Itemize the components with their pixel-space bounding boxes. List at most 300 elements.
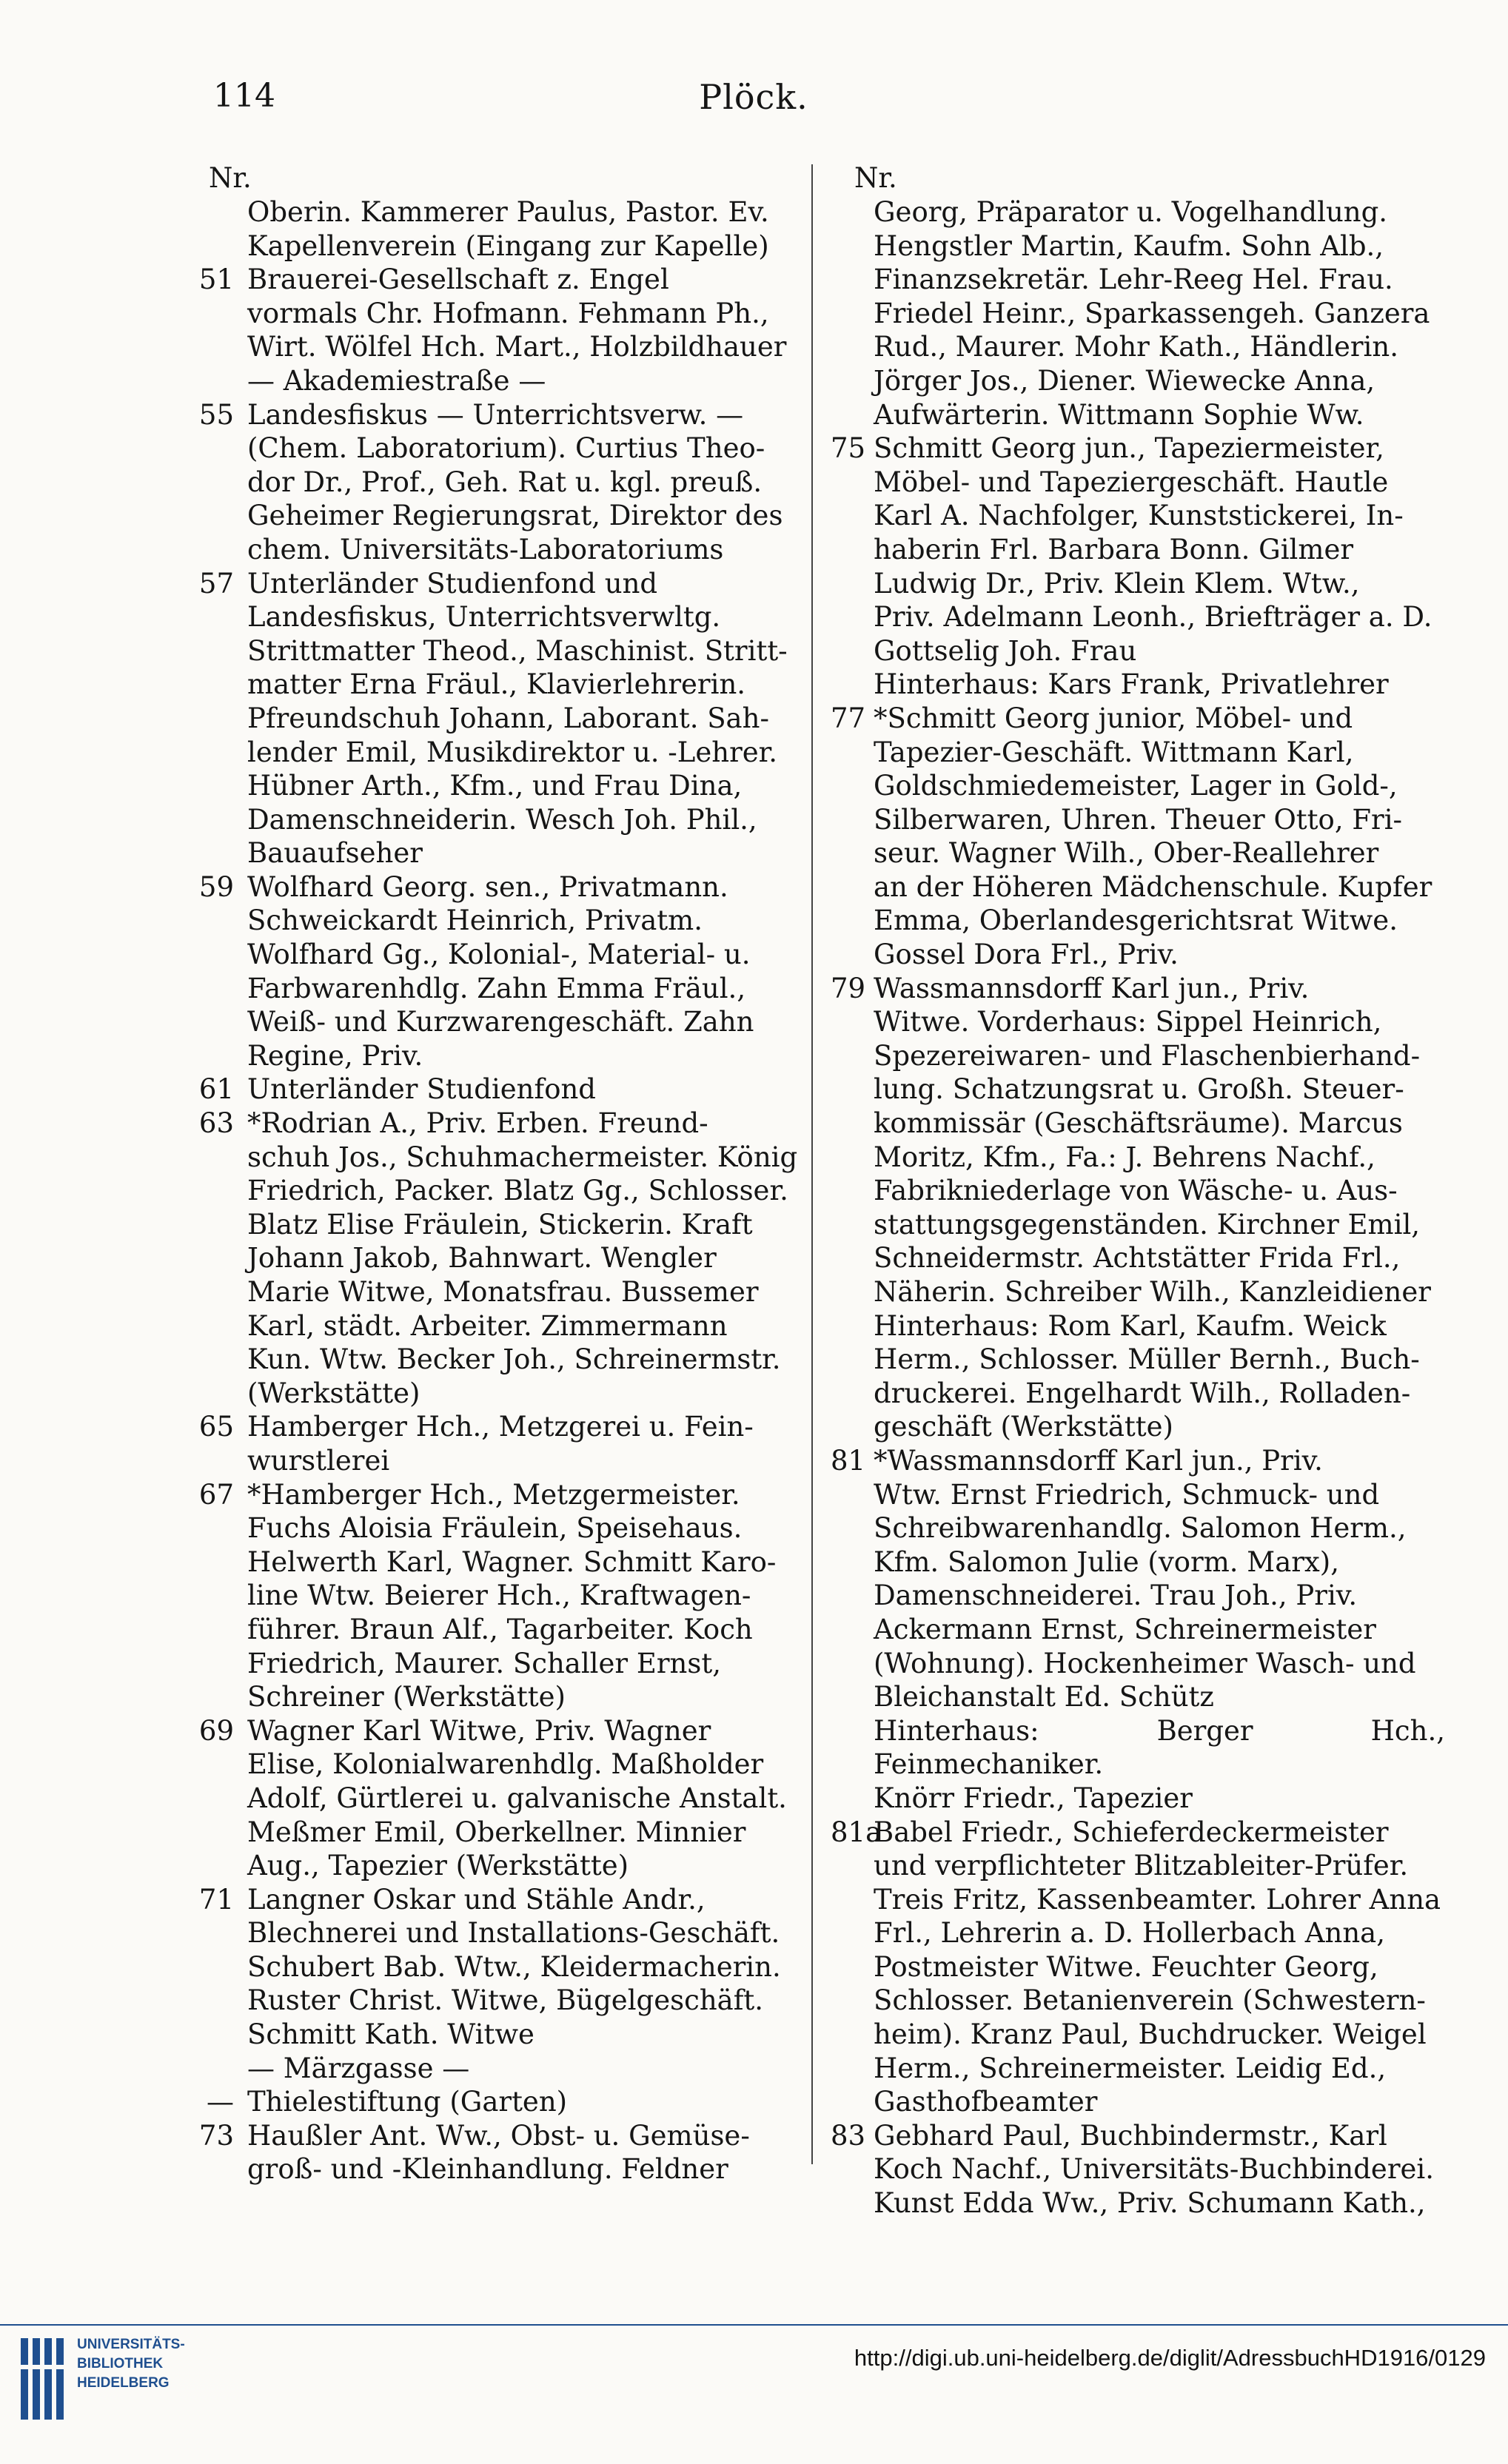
address-entry-line <box>831 297 1445 331</box>
house-number <box>831 2152 874 2186</box>
address-entry-line <box>831 2119 1445 2153</box>
address-entry-line <box>831 1343 1445 1377</box>
entry-text: Schmitt Georg jun., Tapeziermeister, <box>874 432 1384 465</box>
address-entry-line <box>831 769 1445 803</box>
right-column <box>831 161 1445 2220</box>
entry-text: Kunst Edda Ww., Priv. Schumann Kath., <box>874 2187 1426 2220</box>
house-number: — <box>207 2086 234 2118</box>
address-entry-line <box>831 1916 1445 1950</box>
house-number <box>831 904 874 938</box>
house-number <box>185 466 247 500</box>
left-entries <box>185 195 805 2186</box>
entry-text: (Wohnung). Hockenheimer Wasch- und <box>874 1647 1416 1679</box>
house-number <box>185 702 247 736</box>
address-entry-line <box>185 263 805 297</box>
entry-text: schuh Jos., Schuhmachermeister. König <box>247 1141 798 1173</box>
entry-text: Fabrikniederlage von Wäsche- u. Aus- <box>874 1175 1398 1207</box>
house-number <box>185 1816 247 1850</box>
house-number <box>185 1309 247 1343</box>
left-column <box>185 161 805 2186</box>
logo-line: UNIVERSITÄTS- <box>77 2337 185 2352</box>
entry-text: lung. Schatzungsrat u. Großh. Steuer- <box>874 1073 1404 1106</box>
house-number <box>831 263 874 297</box>
address-entry-line <box>185 1208 805 1242</box>
house-number <box>831 668 874 702</box>
house-number <box>831 1849 874 1883</box>
address-entry-line <box>185 870 805 904</box>
address-entry-line <box>185 938 805 972</box>
entry-text: Wolfhard Georg. sen., Privatmann. <box>247 870 728 903</box>
entry-text: vormals Chr. Hofmann. Fehmann Ph., <box>247 297 769 329</box>
address-entry-line <box>185 1984 805 2018</box>
address-entry-line <box>831 972 1445 1006</box>
entry-text: Ruster Christ. Witwe, Bügelgeschäft. <box>247 1984 764 2017</box>
entry-text: kommissär (Geschäftsräume). Marcus <box>874 1107 1403 1140</box>
house-number: 63 <box>198 1107 234 1140</box>
address-entry-line <box>831 567 1445 601</box>
address-entry-line <box>831 1883 1445 1917</box>
address-entry-line <box>831 330 1445 364</box>
address-entry-line <box>185 499 805 533</box>
address-entry-line <box>831 1849 1445 1883</box>
entry-text: führer. Braun Alf., Tagarbeiter. Koch <box>247 1613 753 1645</box>
house-number <box>185 836 247 870</box>
house-number: 83 <box>831 2119 866 2152</box>
entry-text: Schreiner (Werkstätte) <box>247 1681 566 1713</box>
address-entry-line <box>185 1950 805 1984</box>
house-number <box>185 1950 247 1984</box>
house-number <box>185 668 247 702</box>
entry-text: Karl A. Nachfolger, Kunststickerei, In- <box>874 500 1404 532</box>
house-number <box>831 364 874 398</box>
entry-text: Oberin. Kammerer Paulus, Pastor. Ev. <box>247 196 769 228</box>
address-entry-line <box>185 432 805 466</box>
house-number <box>185 499 247 533</box>
entry-text: Aug., Tapezier (Werkstätte) <box>247 1850 629 1882</box>
address-entry-line <box>831 1816 1445 1850</box>
house-number <box>185 1343 247 1377</box>
address-entry-line <box>831 1275 1445 1309</box>
entry-text: Emma, Oberlandesgerichtsrat Witwe. <box>874 904 1398 937</box>
address-entry-line <box>185 1748 805 1782</box>
entry-text: Landesfiskus — Unterrichtsverw. — <box>247 398 744 431</box>
entry-text: haberin Frl. Barbara Bonn. Gilmer <box>874 533 1354 565</box>
entry-text: Johann Jakob, Bahnwart. Wengler <box>247 1242 717 1275</box>
entry-text: Bleichanstalt Ed. Schütz <box>874 1681 1214 1713</box>
entry-text: Hübner Arth., Kfm., und Frau Dina, <box>247 770 743 802</box>
address-entry-line <box>185 1005 805 1039</box>
house-number <box>185 1208 247 1242</box>
source-url-link[interactable]: http://digi.ub.uni-heidelberg.de/diglit/AdressbuchHD1916/0129 <box>854 2345 1486 2371</box>
address-entry-line <box>831 634 1445 668</box>
address-entry-line <box>185 330 805 364</box>
address-entry-line <box>831 904 1445 938</box>
address-entry-line <box>831 938 1445 972</box>
address-entry-line <box>185 2052 805 2086</box>
address-entry-line <box>831 668 1445 702</box>
house-number <box>185 1444 247 1478</box>
address-entry-line <box>185 1241 805 1275</box>
address-entry-line <box>831 600 1445 634</box>
house-number <box>831 466 874 500</box>
address-entry-line <box>831 803 1445 837</box>
entry-text: Fuchs Aloisia Fräulein, Speisehaus. <box>247 1512 743 1545</box>
house-number: 51 <box>198 263 234 296</box>
entry-text: Babel Friedr., Schieferdeckermeister <box>874 1816 1389 1848</box>
entry-text: Friedrich, Packer. Blatz Gg., Schlosser. <box>247 1175 788 1207</box>
house-number <box>831 1141 874 1175</box>
address-entry-line <box>831 1141 1445 1175</box>
address-entry-line <box>185 466 805 500</box>
house-number <box>831 1950 874 1984</box>
house-number <box>831 600 874 634</box>
entry-text: (Werkstätte) <box>247 1377 420 1409</box>
entry-text: (Chem. Laboratorium). Curtius Theo- <box>247 432 765 465</box>
entry-text: Wagner Karl Witwe, Priv. Wagner <box>247 1714 711 1747</box>
house-number <box>831 938 874 972</box>
address-entry-line <box>185 1309 805 1343</box>
address-entry-line <box>185 668 805 702</box>
address-entry-line <box>185 1107 805 1141</box>
nr-label: Nr. <box>209 162 252 194</box>
running-head: Plöck. <box>699 77 808 117</box>
house-number <box>185 1005 247 1039</box>
entry-text: dor Dr., Prof., Geh. Rat u. kgl. preuß. <box>247 466 763 498</box>
address-entry-line <box>185 2018 805 2052</box>
house-number <box>185 533 247 567</box>
entry-text: Koch Nachf., Universitäts-Buchbinderei. <box>874 2153 1435 2186</box>
address-entry-line <box>831 1410 1445 1444</box>
column-divider <box>811 164 813 2164</box>
house-number: 71 <box>198 1883 234 1916</box>
house-number <box>185 904 247 938</box>
entry-text: Strittmatter Theod., Maschinist. Stritt- <box>247 634 788 667</box>
entry-text: lender Emil, Musikdirektor u. -Lehrer. <box>247 736 778 768</box>
entry-text: Treis Fritz, Kassenbeamter. Lohrer Anna <box>874 1883 1441 1916</box>
house-number: 81a <box>831 1816 882 1848</box>
entry-text: Elise, Kolonialwarenhdlg. Maßholder <box>247 1748 764 1781</box>
house-number <box>831 1072 874 1107</box>
entry-text: Frl., Lehrerin a. D. Hollerbach Anna, <box>874 1917 1385 1950</box>
entry-text: Landesfiskus, Unterrichtsverwltg. <box>247 601 721 634</box>
entry-text: Gebhard Paul, Buchbindermstr., Karl <box>874 2119 1387 2152</box>
logo-line: BIBLIOTHEK <box>77 2356 164 2371</box>
house-number <box>831 229 874 263</box>
house-number <box>831 398 874 432</box>
entry-text: Geheimer Regierungsrat, Direktor des <box>247 500 783 532</box>
address-entry-line <box>831 398 1445 432</box>
house-number <box>831 634 874 668</box>
house-number <box>185 1680 247 1714</box>
address-entry-line <box>185 1072 805 1107</box>
address-entry-line <box>185 2085 805 2119</box>
entry-text: wurstlerei <box>247 1444 390 1477</box>
house-number <box>831 1714 874 1782</box>
address-entry-line <box>185 1275 805 1309</box>
address-entry-line <box>831 1478 1445 1512</box>
address-entry-line <box>185 1545 805 1580</box>
address-entry-line <box>831 1782 1445 1816</box>
house-number <box>831 1275 874 1309</box>
address-entry-line <box>185 2119 805 2153</box>
address-entry-line <box>831 702 1445 736</box>
address-entry-line <box>185 1647 805 1681</box>
address-entry-line <box>185 836 805 870</box>
entry-text: stattungsgegenständen. Kirchner Emil, <box>874 1208 1421 1241</box>
entry-text: Weiß- und Kurzwarengeschäft. Zahn <box>247 1006 754 1038</box>
entry-text: line Wtw. Beierer Hch., Kraftwagen- <box>247 1580 751 1612</box>
address-entry-line <box>185 803 805 837</box>
address-entry-line <box>831 1377 1445 1411</box>
address-entry-line <box>185 600 805 634</box>
address-entry-line <box>831 1545 1445 1580</box>
address-entry-line <box>185 1511 805 1545</box>
house-number: 57 <box>198 567 234 600</box>
address-entry-line <box>831 1647 1445 1681</box>
entry-text: Kfm. Salomon Julie (vorm. Marx), <box>874 1545 1339 1578</box>
right-entries <box>831 195 1445 2220</box>
entry-text: Ackermann Ernst, Schreinermeister <box>874 1613 1376 1645</box>
footer-divider <box>0 2324 1508 2326</box>
entry-text: Meßmer Emil, Oberkellner. Minnier <box>247 1816 746 1848</box>
house-number: 59 <box>198 870 234 903</box>
house-number <box>185 938 247 972</box>
address-entry-line <box>831 1174 1445 1208</box>
library-logo-icon <box>18 2335 67 2423</box>
entry-text: Rud., Maurer. Mohr Kath., Händlerin. <box>874 331 1398 363</box>
house-number <box>831 1107 874 1141</box>
entry-text: Schreibwarenhandlg. Salomon Herm., <box>874 1512 1407 1545</box>
house-number <box>185 769 247 803</box>
house-number <box>185 195 247 229</box>
entry-text: Langner Oskar und Stähle Andr., <box>247 1883 706 1916</box>
address-entry-line <box>185 1377 805 1411</box>
entry-text: Unterländer Studienfond <box>247 1073 596 1106</box>
entry-text: Unterländer Studienfond und <box>247 567 658 600</box>
entry-text: Tapezier-Geschäft. Wittmann Karl, <box>874 736 1354 768</box>
house-number <box>185 634 247 668</box>
address-entry-line <box>185 1174 805 1208</box>
entry-text: Friedel Heinr., Sparkassengeh. Ganzera <box>874 297 1430 329</box>
house-number <box>831 1039 874 1073</box>
house-number: 67 <box>198 1478 234 1511</box>
entry-text: Schneidermstr. Achtstätter Frida Frl., <box>874 1242 1401 1275</box>
address-entry-line <box>185 567 805 601</box>
address-entry-line <box>185 229 805 263</box>
address-entry-line <box>185 1680 805 1714</box>
library-logo <box>18 2335 185 2423</box>
entry-text: Schmitt Kath. Witwe <box>247 2018 534 2051</box>
house-number <box>831 330 874 364</box>
address-entry-line <box>831 870 1445 904</box>
entry-text: Pfreundschuh Johann, Laborant. Sah- <box>247 702 769 734</box>
entry-text: groß- und -Kleinhandlung. Feldner <box>247 2153 728 2186</box>
house-number <box>831 1377 874 1411</box>
entry-text: Jörger Jos., Diener. Wiewecke Anna, <box>874 364 1375 397</box>
address-entry-line <box>831 2018 1445 2052</box>
entry-text: Aufwärterin. Wittmann Sophie Ww. <box>874 398 1364 431</box>
entry-text: matter Erna Fräul., Klavierlehrerin. <box>247 668 746 701</box>
address-entry-line <box>831 1039 1445 1073</box>
entry-text: Hengstler Martin, Kaufm. Sohn Alb., <box>874 229 1384 262</box>
house-number <box>185 432 247 466</box>
logo-line: HEIDELBERG <box>77 2375 170 2391</box>
address-entry-line <box>831 499 1445 533</box>
house-number: 65 <box>198 1411 234 1443</box>
address-entry-line <box>831 1241 1445 1275</box>
address-entry-line <box>831 263 1445 297</box>
entry-text: *Schmitt Georg junior, Möbel- und <box>874 702 1353 734</box>
entry-text: chem. Universitäts-Laboratoriums <box>247 533 724 565</box>
house-number <box>185 600 247 634</box>
address-entry-line <box>831 1950 1445 1984</box>
entry-text: Marie Witwe, Monatsfrau. Bussemer <box>247 1276 759 1308</box>
address-entry-line <box>831 2152 1445 2186</box>
house-number <box>831 1545 874 1580</box>
house-number <box>185 1849 247 1883</box>
address-entry-line <box>831 1107 1445 1141</box>
address-entry-line <box>831 1579 1445 1613</box>
entry-text: Moritz, Kfm., Fa.: J. Behrens Nachf., <box>874 1141 1375 1173</box>
house-number: 55 <box>198 398 234 431</box>
house-number <box>831 1782 874 1816</box>
address-entry-line <box>831 1984 1445 2018</box>
entry-text: Schlosser. Betanienverein (Schwestern- <box>874 1984 1426 2017</box>
entry-text: Postmeister Witwe. Feuchter Georg, <box>874 1950 1378 1983</box>
house-number <box>831 533 874 567</box>
house-number <box>831 297 874 331</box>
house-number <box>831 2085 874 2119</box>
entry-text: Damenschneiderei. Trau Joh., Priv. <box>874 1580 1358 1612</box>
house-number <box>831 1174 874 1208</box>
address-entry-line <box>831 2085 1445 2119</box>
entry-text: geschäft (Werkstätte) <box>874 1411 1173 1443</box>
entry-text: Priv. Adelmann Leonh., Briefträger a. D. <box>874 601 1432 634</box>
address-entry-line <box>185 1410 805 1444</box>
address-entry-line <box>831 432 1445 466</box>
address-entry-line <box>185 1916 805 1950</box>
entry-text: Ludwig Dr., Priv. Klein Klem. Wtw., <box>874 567 1360 600</box>
entry-text: Gasthofbeamter <box>874 2086 1098 2118</box>
address-entry-line <box>185 1039 805 1073</box>
house-number <box>185 1377 247 1411</box>
address-entry-line <box>831 364 1445 398</box>
entry-text: Gossel Dora Frl., Priv. <box>874 939 1179 971</box>
address-entry-line <box>185 736 805 770</box>
entry-text: druckerei. Engelhardt Wilh., Rolladen- <box>874 1377 1411 1409</box>
address-entry-line <box>831 533 1445 567</box>
address-entry-line <box>185 297 805 331</box>
house-number <box>831 1613 874 1647</box>
entry-text: heim). Kranz Paul, Buchdrucker. Weigel <box>874 2018 1427 2051</box>
house-number <box>831 870 874 904</box>
address-entry-line <box>185 533 805 567</box>
address-entry-line <box>185 634 805 668</box>
house-number <box>831 1478 874 1512</box>
address-entry-line <box>185 769 805 803</box>
house-number <box>185 1916 247 1950</box>
house-number <box>185 1984 247 2018</box>
entry-text: seur. Wagner Wilh., Ober-Reallehrer <box>874 837 1379 870</box>
address-entry-line <box>185 195 805 229</box>
house-number <box>185 1748 247 1782</box>
address-entry-line <box>185 1883 805 1917</box>
address-entry-line <box>185 1579 805 1613</box>
entry-text: Kun. Wtw. Becker Joh., Schreinermstr. <box>247 1343 781 1376</box>
house-number: 77 <box>831 702 866 734</box>
entry-text: Regine, Priv. <box>247 1039 423 1072</box>
entry-text: Wassmannsdorff Karl jun., Priv. <box>874 972 1310 1004</box>
address-entry-line <box>831 2186 1445 2220</box>
house-number <box>831 836 874 870</box>
address-entry-line <box>185 1343 805 1377</box>
house-number <box>831 1410 874 1444</box>
entry-text: Herm., Schreinermeister. Leidig Ed., <box>874 2052 1387 2084</box>
address-entry-line <box>185 972 805 1006</box>
entry-text: *Hamberger Hch., Metzgermeister. <box>247 1478 740 1511</box>
house-number <box>831 1005 874 1039</box>
entry-text: Möbel- und Tapeziergeschäft. Hautle <box>874 466 1389 498</box>
address-entry-line <box>831 1208 1445 1242</box>
address-entry-line <box>831 2052 1445 2086</box>
house-number <box>185 1174 247 1208</box>
address-entry-line <box>831 195 1445 229</box>
address-entry-line <box>185 1849 805 1883</box>
entry-text: Hamberger Hch., Metzgerei u. Fein- <box>247 1411 754 1443</box>
address-entry-line <box>831 1444 1445 1478</box>
address-entry-line <box>831 836 1445 870</box>
address-entry-line <box>831 1072 1445 1107</box>
house-number <box>185 972 247 1006</box>
entry-text: Thielestiftung (Garten) <box>247 2086 568 2118</box>
entry-text: Brauerei-Gesellschaft z. Engel <box>247 263 669 296</box>
house-number <box>185 1613 247 1647</box>
house-number <box>185 364 247 398</box>
address-entry-line <box>185 702 805 736</box>
address-entry-line <box>185 1444 805 1478</box>
house-number <box>185 1275 247 1309</box>
address-entry-line <box>185 1816 805 1850</box>
house-number <box>831 1343 874 1377</box>
entry-text: Helwerth Karl, Wagner. Schmitt Karo- <box>247 1545 777 1578</box>
address-entry-line <box>185 398 805 432</box>
entry-text: Spezereiwaren- und Flaschenbierhand- <box>874 1039 1421 1072</box>
house-number <box>185 1579 247 1613</box>
entry-text: Damenschneiderin. Wesch Joh. Phil., <box>247 803 757 836</box>
address-entry-line <box>831 229 1445 263</box>
house-number <box>185 2018 247 2052</box>
address-entry-line <box>831 466 1445 500</box>
house-number <box>831 1883 874 1917</box>
entry-text: — Akademiestraße — <box>247 364 546 397</box>
entry-text: — Märzgasse — <box>247 2052 470 2084</box>
entry-text: Hinterhaus: Berger Hch., Feinmechaniker. <box>874 1714 1445 1781</box>
house-number <box>831 1511 874 1545</box>
house-number: 81 <box>831 1444 866 1477</box>
house-number <box>831 1647 874 1681</box>
page-number: 114 <box>213 77 275 115</box>
page-header <box>0 71 1508 130</box>
entry-text: Herm., Schlosser. Müller Bernh., Buch- <box>874 1343 1420 1376</box>
entry-text: Goldschmiedemeister, Lager in Gold-, <box>874 770 1398 802</box>
house-number <box>831 1680 874 1714</box>
house-number <box>185 229 247 263</box>
entry-text: Kapellenverein (Eingang zur Kapelle) <box>247 229 769 262</box>
entry-text: Bauaufseher <box>247 837 423 870</box>
entry-text: Blatz Elise Fräulein, Stickerin. Kraft <box>247 1208 753 1241</box>
entry-text: und verpflichteter Blitzableiter-Prüfer. <box>874 1850 1409 1882</box>
entry-text: Näherin. Schreiber Wilh., Kanzleidiener <box>874 1276 1431 1308</box>
